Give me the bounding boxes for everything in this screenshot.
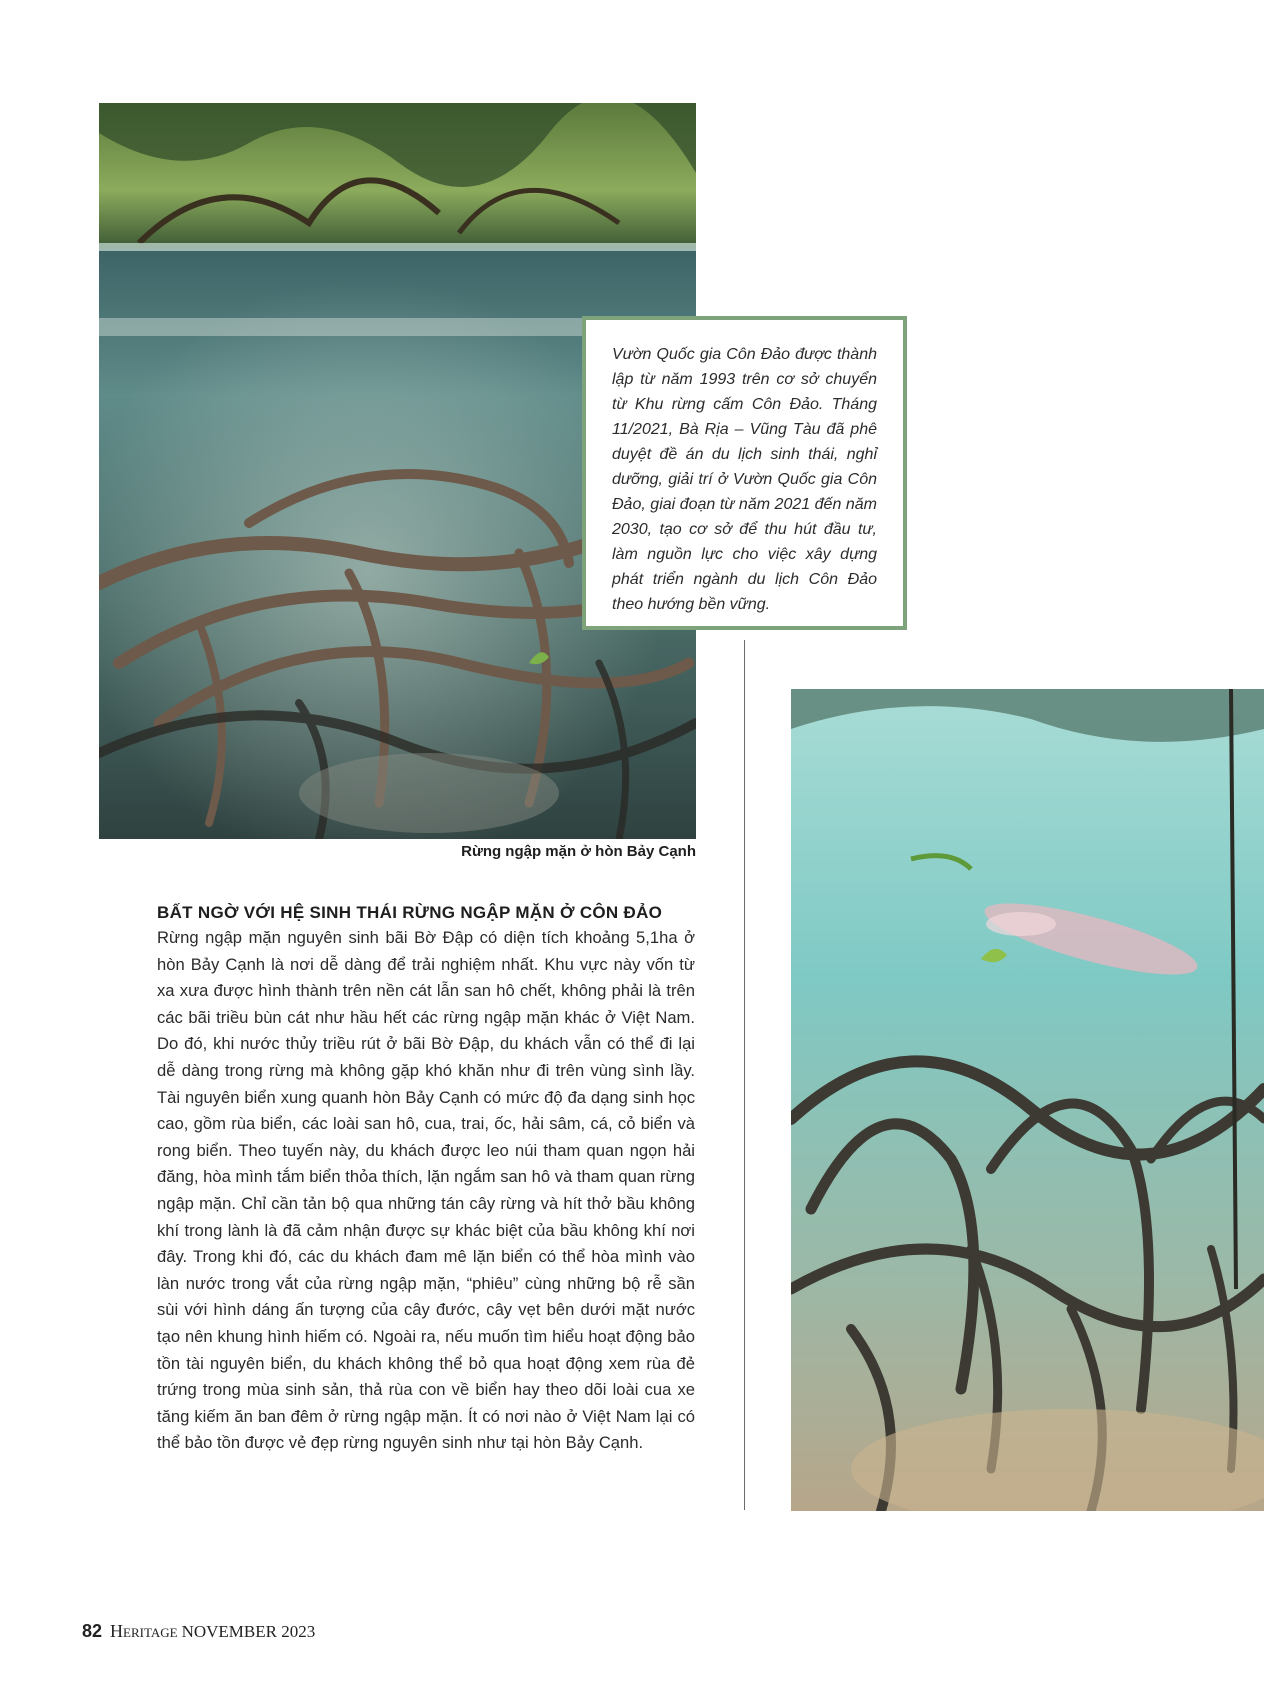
photo-caption: Rừng ngập mặn ở hòn Bảy Cạnh — [461, 843, 696, 860]
column-divider — [744, 640, 745, 1510]
sidebar-text: Vườn Quốc gia Côn Đảo được thành lập từ năm 1993 trên cơ sở chuyển từ Khu rừng cấm Côn Đảo. Tháng 11/2021, Bà Rịa – Vũng Tàu đã phê duyệt đề án du lịch sinh thái, nghỉ dưỡng, giải trí ở Vườn Quốc gia Côn Đảo, giai đoạn từ năm 2021 đến năm 2030, tạo cơ sở để thu hút đầu tư, làm nguồn lực cho việc xây dựng phát triển ngành du lịch Côn Đảo theo hướng bền vững. — [612, 346, 877, 613]
article-heading: BẤT NGỜ VỚI HỆ SINH THÁI RỪNG NGẬP MẶN Ở CÔN ĐẢO — [157, 903, 663, 922]
article-body: Rừng ngập mặn nguyên sinh bãi Bờ Đập có diện tích khoảng 5,1ha ở hòn Bảy Cạnh là nơi dễ dàng để trải nghiệm nhất. Khu vực này vốn từ xa xưa được hình thành trên nền cát lẫn san hô chết, không phải là trên các bãi triều bùn cát như hầu hết các rừng ngập mặn khác ở Việt Nam. Do đó, khi nước thủy triều rút ở bãi Bờ Đập, du khách vẫn có thể đi lại dễ dàng trong rừng mà không gặp khó khăn như đi trên vùng sình lầy. Tài nguyên biển xung quanh hòn Bảy Cạnh có mức độ đa dạng sinh học cao, gồm rùa biển, các loài san hô, cua, trai, ốc, hải sâm, cá, cỏ biển và rong biển. Theo tuyến này, du khách được leo núi tham quan ngọn hải đăng, hòa mình tắm biển thỏa thích, lặn ngắm san hô và tham quan rừng ngập mặn. Chỉ cần tản bộ qua những tán cây rừng và hít thở bầu không khí trong lành là đã cảm nhận được sự khác biệt của bầu không khí nơi đây. Trong khi đó, các du khách đam mê lặn biển có thể hòa mình vào làn nước trong vắt của rừng ngập mặn, “phiêu” cùng những bộ rễ sần sùi với hình dáng ấn tượng của cây đước, cây vẹt bên dưới mặt nước tạo nên khung hình hiếm có. Ngoài ra, nếu muốn tìm hiểu hoạt động bảo tồn tài nguyên biển, du khách không thể bỏ qua hoạt động xem rùa đẻ trứng trong mùa sinh sản, thả rùa con về biển hay theo dõi loài cua xe tăng kiếm ăn ban đêm ở rừng ngập mặn. Ít có nơi nào ở Việt Nam lại có thể bảo tồn được vẻ đẹp rừng nguyên sinh như tại hòn Bảy Cạnh. — [157, 928, 695, 1453]
info-sidebar-box — [582, 316, 907, 630]
mangrove-photo-right — [791, 689, 1264, 1511]
page-number: 82 — [82, 1621, 103, 1641]
article — [157, 903, 695, 1457]
page-footer — [82, 1621, 315, 1642]
issue-date: NOVEMBER 2023 — [181, 1622, 316, 1641]
magazine-name: Heritage — [110, 1621, 178, 1641]
